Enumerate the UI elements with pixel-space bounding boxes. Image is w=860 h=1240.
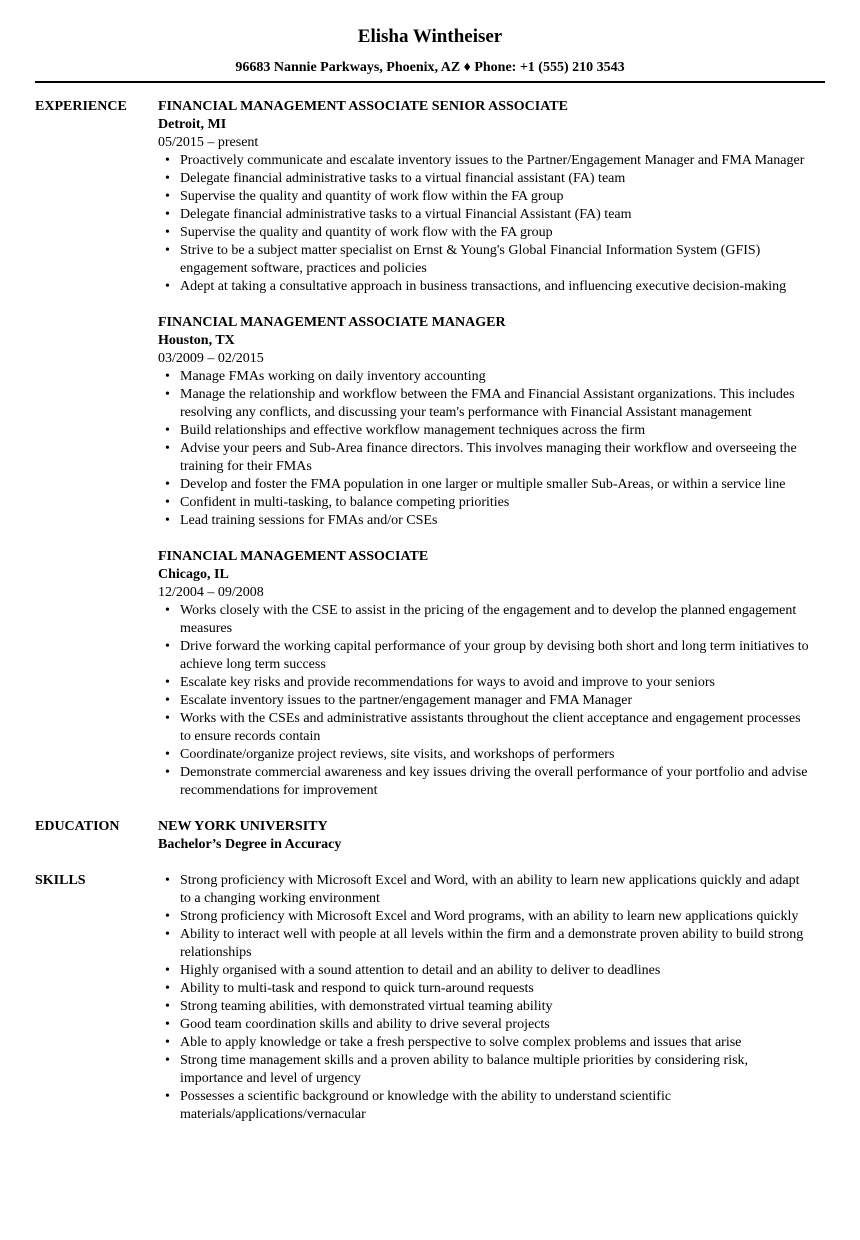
list-item: • Lead training sessions for FMAs and/or CSEs [180, 512, 825, 530]
school-name: NEW YORK UNIVERSITY [158, 819, 328, 834]
list-item: • Strong time management skills and a proven ability to balance multiple priorities by considering risk, importance and level of urgency [180, 1052, 825, 1088]
job-dates: 05/2015 – present [158, 135, 259, 150]
list-item: • Works closely with the CSE to assist in the pricing of the engagement and to develop the planned engagement measures [180, 602, 825, 638]
list-item: • Proactively communicate and escalate inventory issues to the Partner/Engagement Manager and FMA Manager [180, 152, 825, 170]
section-label-education: EDUCATION [35, 819, 120, 834]
job-location: Chicago, IL [158, 567, 229, 582]
experience-section [35, 98, 825, 800]
candidate-name: Elisha Wintheiser [357, 26, 503, 47]
list-item: • Good team coordination skills and ability to drive several projects [180, 1016, 825, 1034]
list-item: • Ability to interact well with people at all levels within the firm and a demonstrate proven ability to build strong relationships [180, 926, 825, 962]
list-item: • Adept at taking a consultative approach in business transactions, and influencing executive decision-making [180, 278, 825, 296]
degree: Bachelor’s Degree in Accuracy [158, 837, 342, 852]
job-list [158, 98, 825, 800]
section-label-skills: SKILLS [35, 873, 86, 888]
list-item: • Develop and foster the FMA population in one larger or multiple smaller Sub-Areas, or within a service line [180, 476, 825, 494]
list-item: • Build relationships and effective workflow management techniques across the firm [180, 422, 825, 440]
list-item: • Coordinate/organize project reviews, site visits, and workshops of performers [180, 746, 825, 764]
header-divider [35, 81, 825, 83]
job-title: FINANCIAL MANAGEMENT ASSOCIATE [158, 549, 429, 564]
list-item: • Manage FMAs working on daily inventory accounting [180, 368, 825, 386]
list-item: • Possesses a scientific background or knowledge with the ability to understand scientific materials/applications/vernacular [180, 1088, 825, 1124]
list-item: • Supervise the quality and quantity of work flow with the FA group [180, 224, 825, 242]
list-item: • Drive forward the working capital performance of your group by devising both short and long term initiatives to achieve long term success [180, 638, 825, 674]
list-item: • Strong teaming abilities, with demonstrated virtual teaming ability [180, 998, 825, 1016]
education-section [35, 818, 825, 854]
job-title: FINANCIAL MANAGEMENT ASSOCIATE SENIOR ASSOCIATE [158, 99, 568, 114]
job-location: Detroit, MI [158, 117, 227, 132]
job-dates: 12/2004 – 09/2008 [158, 585, 264, 600]
list-item: • Highly organised with a sound attention to detail and an ability to deliver to deadlines [180, 962, 825, 980]
list-item: • Ability to multi-task and respond to quick turn-around requests [180, 980, 825, 998]
job-entry [158, 98, 825, 296]
list-item: • Strong proficiency with Microsoft Excel and Word programs, with an ability to learn new applications quickly [180, 908, 825, 926]
skills-list [158, 872, 825, 1124]
list-item: • Demonstrate commercial awareness and key issues driving the overall performance of your portfolio and advise recommendations for improvement [180, 764, 825, 800]
list-item: • Escalate key risks and provide recommendations for ways to avoid and improve to your seniors [180, 674, 825, 692]
list-item: • Manage the relationship and workflow between the FMA and Financial Assistant organizations. This includes resolving any conflicts, and discussing your team's performance with Financial Assistant management [180, 386, 825, 422]
job-bullets [158, 152, 825, 296]
job-entry [158, 548, 825, 800]
job-bullets [158, 602, 825, 800]
list-item: • Delegate financial administrative tasks to a virtual Financial Assistant (FA) team [180, 206, 825, 224]
list-item: • Delegate financial administrative tasks to a virtual financial assistant (FA) team [180, 170, 825, 188]
list-item: • Strive to be a subject matter specialist on Ernst & Young's Global Financial Information System (GFIS) engagement software, practices and policies [180, 242, 825, 278]
list-item: • Advise your peers and Sub-Area finance directors. This involves managing their workflow and overseeing the training for their FMAs [180, 440, 825, 476]
contact-line: 96683 Nannie Parkways, Phoenix, AZ ♦ Phone: +1 (555) 210 3543 [235, 60, 625, 75]
job-title: FINANCIAL MANAGEMENT ASSOCIATE MANAGER [158, 315, 506, 330]
list-item: • Strong proficiency with Microsoft Excel and Word, with an ability to learn new applications quickly and adapt to a changing working environment [180, 872, 825, 908]
skills-section [35, 872, 825, 1124]
section-label-experience: EXPERIENCE [35, 99, 127, 114]
list-item: • Able to apply knowledge or take a fresh perspective to solve complex problems and issues that arise [180, 1034, 825, 1052]
job-bullets [158, 368, 825, 530]
list-item: • Escalate inventory issues to the partner/engagement manager and FMA Manager [180, 692, 825, 710]
job-location: Houston, TX [158, 333, 235, 348]
list-item: • Confident in multi-tasking, to balance competing priorities [180, 494, 825, 512]
job-dates: 03/2009 – 02/2015 [158, 351, 264, 366]
resume-body [35, 98, 825, 1142]
list-item: • Works with the CSEs and administrative assistants throughout the client acceptance and engagement processes to ensure records contain [180, 710, 825, 746]
job-entry [158, 314, 825, 530]
list-item: • Supervise the quality and quantity of work flow within the FA group [180, 188, 825, 206]
